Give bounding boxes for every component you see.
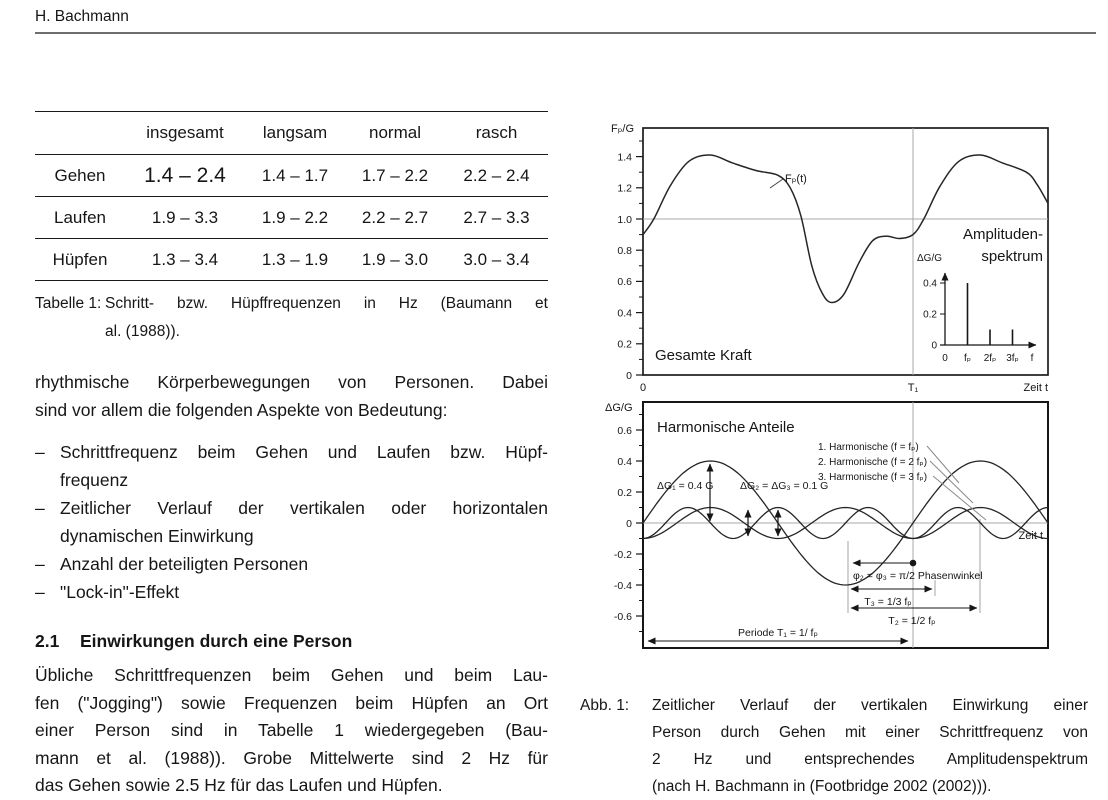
row-label: Hüpfen	[52, 249, 108, 269]
list-item	[35, 438, 548, 494]
y-tick-label: 1.4	[617, 151, 632, 164]
figure-caption-label: Abb. 1:	[580, 697, 630, 714]
page-header-author: H. Bachmann	[35, 8, 129, 25]
col-header-empty	[35, 112, 125, 155]
section-title: Einwirkungen durch eine Person	[80, 631, 353, 651]
text-line: Schritt- bzw. Hüpffrequenzen in Hz (Baumann et	[105, 295, 548, 312]
annotation-dg2-dg3: ΔG₂ = ΔG₃ = 0.1 G	[740, 480, 829, 492]
inset-y-tick-label: 0.4	[923, 278, 937, 290]
table-cell: 1.4 – 1.7	[261, 165, 329, 185]
table-cell: 1.7 – 2.2	[361, 165, 429, 185]
curve-label-leader-line	[770, 179, 783, 188]
legend-leader-line	[930, 461, 973, 503]
list-item	[35, 494, 548, 550]
table-cell: 1.9 – 3.0	[361, 249, 429, 269]
legend-entry-1: 1. Harmonische (f = fₚ)	[818, 442, 919, 453]
list-item	[35, 550, 548, 578]
y-tick-label: 0.4	[617, 307, 632, 320]
frequency-table	[35, 111, 548, 281]
table-row	[35, 197, 548, 239]
dash-bullet: –	[35, 442, 45, 462]
dash-bullet: –	[35, 554, 45, 574]
inset-x-origin-label: 0	[942, 353, 948, 364]
table-cell: 3.0 – 3.4	[463, 249, 530, 269]
y-tick-label: 1.2	[617, 182, 632, 195]
table-cell: 1.4 – 2.4	[144, 163, 226, 187]
inset-x-tick-label: 3fₚ	[1006, 353, 1019, 364]
y-tick-label: 0.4	[617, 455, 632, 468]
text-line: das Gehen sowie 2.5 Hz für das Laufen und Hüpfen.	[35, 775, 443, 796]
paragraph	[35, 368, 548, 424]
y-tick-label: 0.8	[617, 245, 632, 257]
text-line: "Lock-in"-Effekt	[60, 582, 180, 602]
table-cell: 2.2 – 2.7	[361, 207, 429, 227]
text-line: frequenz	[60, 470, 129, 490]
table-row	[35, 155, 548, 197]
list-item	[35, 578, 548, 606]
table-cell: 1.9 – 2.2	[261, 207, 329, 227]
text-line: Schrittfrequenz beim Gehen und Laufen bzw. Hüpf-	[60, 442, 548, 462]
annotation-t3: T₃ = 1/3 fₚ	[864, 596, 912, 608]
section-number: 2.1	[35, 631, 60, 651]
inset-y-tick-label: 0.2	[923, 309, 937, 321]
text-line: Anzahl der beteiligten Personen	[60, 554, 309, 574]
annotation-t2: T₂ = 1/2 fₚ	[888, 615, 936, 627]
inset-spectrum-group	[923, 279, 1019, 365]
top-x-axis-label: Zeit t	[1023, 382, 1048, 394]
table-header-row	[35, 112, 548, 155]
text-line: Zeitlicher Verlauf der vertikalen oder horizontalen	[60, 498, 548, 518]
legend-entry-3: 3. Harmonische (f = 3 fₚ)	[818, 472, 928, 483]
inset-y-tick-label: 0	[931, 340, 937, 352]
y-tick-label: 0	[626, 369, 632, 382]
y-tick-label: 0.6	[617, 276, 632, 289]
annotation-dg1: ΔG₁ = 0.4 G	[657, 480, 714, 492]
table-cell: 2.2 – 2.4	[463, 165, 530, 185]
row-label: Laufen	[54, 207, 106, 227]
text-line: fen ("Jogging") sowie Frequenzen beim Hüpfen an Ort	[35, 692, 548, 713]
text-line: sind vor allem die folgenden Aspekte von Bedeutung:	[35, 400, 448, 420]
top-plot-title: Gesamte Kraft	[655, 347, 752, 364]
table-cell: 1.9 – 3.3	[151, 207, 219, 227]
table-cell: 1.3 – 3.4	[151, 249, 219, 269]
annotation-phase: φ₂ = φ₃ = π/2 Phasenwinkel	[853, 570, 983, 582]
legend-entry-2: 2. Harmonische (f = 2 fₚ)	[818, 457, 928, 468]
y-tick-label: 0	[626, 517, 632, 530]
inset-x-axis-label: f	[1030, 353, 1034, 364]
dash-bullet: –	[35, 582, 45, 602]
text-line: Übliche Schrittfrequenzen beim Gehen und beim Lau-	[35, 665, 548, 685]
y-tick-label: 0.6	[617, 424, 632, 437]
table-row	[35, 239, 548, 281]
table-cell: 2.7 – 3.3	[463, 207, 530, 227]
phase-dimension-dot	[910, 560, 917, 567]
inset-title-line1: Amplituden-	[962, 226, 1043, 243]
text-line: 2 Hz und entsprechendes Amplitudenspektrum	[652, 751, 1088, 768]
bottom-plot-title: Harmonische Anteile	[657, 419, 795, 436]
text-line: (nach H. Bachmann in (Footbridge 2002 (2002))).	[652, 778, 992, 795]
y-tick-label: -0.4	[613, 579, 632, 592]
legend-leader-line	[927, 446, 959, 483]
row-label: Gehen	[54, 165, 106, 185]
top-x-origin-label: 0	[639, 382, 647, 394]
figure-abb1	[585, 110, 1055, 670]
text-line: Zeitlicher Verlauf der vertikalen Einwirkung einer	[652, 697, 1088, 714]
paragraph	[35, 662, 548, 800]
col-header-langsam: langsam	[262, 123, 328, 142]
y-tick-label: -0.6	[613, 610, 632, 623]
inset-y-axis-label: ΔG/G	[916, 253, 942, 264]
bullet-list	[35, 438, 548, 606]
table-cell: 1.3 – 1.9	[261, 249, 329, 269]
figure-caption	[580, 692, 1088, 800]
annotation-period-t1: Periode T₁ = 1/ fₚ	[738, 627, 818, 639]
y-tick-label: -0.2	[613, 548, 632, 561]
bottom-x-axis-label: Zeit t	[1018, 530, 1043, 542]
text-line: al. (1988)).	[105, 323, 180, 340]
bottom-axis-ticks	[614, 415, 643, 632]
col-header-insgesamt: insgesamt	[146, 123, 224, 142]
top-axis-ticks	[617, 141, 643, 382]
table-caption-label: Tabelle 1:	[35, 295, 102, 312]
inset-x-tick-label: 2fₚ	[983, 353, 997, 364]
col-header-normal: normal	[369, 123, 421, 142]
bottom-plot-frame	[643, 402, 1048, 648]
top-x-t1-label: T₁	[907, 382, 919, 394]
text-line: Person durch Gehen mit einer Schrittfrequenz von	[652, 724, 1088, 741]
y-tick-label: 0.2	[617, 338, 632, 351]
y-tick-label: 0.2	[617, 486, 632, 499]
text-line: dynamischen Einwirkung	[60, 526, 254, 546]
text-line: einer Person sind in Tabelle 1 wiedergegeben (Bau-	[35, 720, 548, 741]
top-y-axis-label: Fₚ/G	[611, 123, 635, 135]
legend-leader-line	[933, 476, 986, 520]
inset-x-tick-label: fₚ	[963, 353, 972, 364]
section-heading	[35, 631, 352, 652]
table-caption	[35, 290, 548, 346]
text-line: mann et al. (1988)). Grobe Mittelwerte sind 2 Hz für	[35, 747, 548, 768]
text-line: rhythmische Körperbewegungen von Personen. Dabei	[35, 372, 548, 392]
dash-bullet: –	[35, 498, 45, 518]
y-tick-label: 1.0	[617, 213, 632, 226]
fp-curve-label: Fₚ(t)	[785, 173, 807, 185]
header-rule	[35, 32, 1096, 34]
col-header-rasch: rasch	[475, 123, 518, 142]
inset-title-line2: spektrum	[981, 248, 1043, 265]
bottom-y-axis-label: ΔG/G	[605, 402, 633, 414]
